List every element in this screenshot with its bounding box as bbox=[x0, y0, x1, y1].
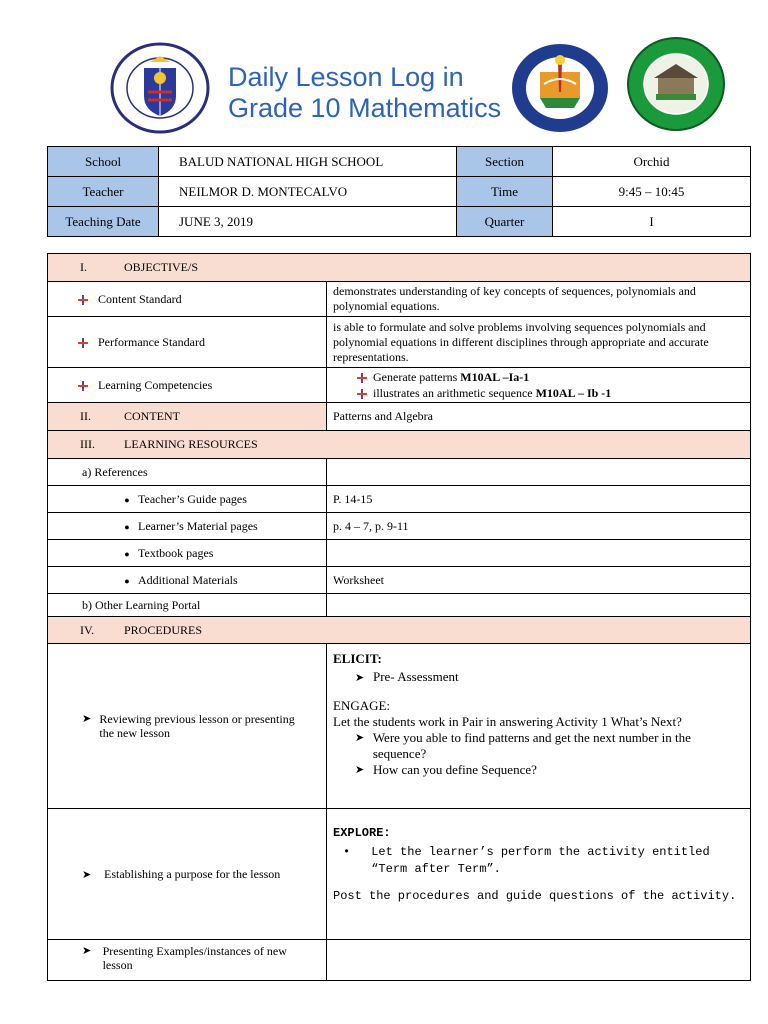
tg-value: P. 14-15 bbox=[327, 486, 751, 513]
plus-bullet-icon bbox=[78, 295, 88, 305]
row-learners-material bbox=[48, 513, 751, 540]
row-presenting-examples bbox=[48, 940, 751, 981]
section-header-resources bbox=[48, 431, 751, 459]
row-teachers-guide bbox=[48, 486, 751, 513]
row1-label: Reviewing previous lesson or presenting the new lesson bbox=[99, 712, 295, 740]
engage-text: Let the students work in Pair in answering Activity 1 What’s Next? bbox=[333, 714, 682, 729]
row-additional-materials bbox=[48, 567, 751, 594]
additional-label: Additional Materials bbox=[138, 572, 238, 587]
date-label: Teaching Date bbox=[48, 207, 159, 237]
row-references bbox=[48, 459, 751, 486]
objectives-title: OBJECTIVE/S bbox=[124, 260, 199, 274]
resources-title: LEARNING RESOURCES bbox=[124, 437, 258, 451]
elicit-item: Pre- Assessment bbox=[373, 669, 459, 684]
info-table bbox=[47, 146, 751, 237]
additional-value: Worksheet bbox=[327, 567, 751, 594]
school-logo bbox=[626, 36, 726, 132]
row3-value bbox=[327, 940, 751, 981]
row-textbook bbox=[48, 540, 751, 567]
arrow-bullet-icon: ➤ bbox=[355, 732, 365, 744]
competency-item-2: illustrates an arithmetic sequence M10AL – Ib -1 bbox=[357, 385, 750, 401]
info-row-date bbox=[48, 207, 751, 237]
quarter-value: I bbox=[553, 207, 751, 237]
arrow-bullet-icon: ➤ bbox=[82, 713, 92, 725]
content-title: CONTENT bbox=[124, 409, 180, 423]
performance-standard-value: is able to formulate and solve problems involving sequences polynomials and polynomial equations in different disciplines through appropriate and accurate representations. bbox=[327, 317, 751, 368]
competencies-label: Learning Competencies bbox=[98, 377, 213, 392]
deped-division-logo bbox=[510, 42, 610, 134]
teacher-label: Teacher bbox=[48, 177, 159, 207]
arrow-bullet-icon: ➤ bbox=[355, 764, 365, 776]
plus-bullet-icon bbox=[357, 389, 367, 399]
plus-bullet-icon bbox=[357, 373, 367, 383]
textbook-value bbox=[327, 540, 751, 567]
row-reviewing-lesson bbox=[48, 644, 751, 809]
tg-label: Teacher’s Guide pages bbox=[138, 491, 247, 506]
references-label: a) References bbox=[48, 459, 327, 486]
row-performance-standard bbox=[48, 317, 751, 368]
quarter-label: Quarter bbox=[457, 207, 553, 237]
explore-item: Let the learner’s perform the activity entitled “Term after Term”. bbox=[371, 845, 710, 876]
info-row-teacher bbox=[48, 177, 751, 207]
title-line-1: Daily Lesson Log in bbox=[228, 62, 464, 92]
portal-value bbox=[327, 594, 751, 617]
competency-item-1: Generate patterns M10AL –Ia-1 bbox=[357, 369, 750, 385]
section-header-content bbox=[48, 403, 751, 431]
dot-bullet-icon: ● bbox=[124, 494, 130, 505]
objectives-num: I. bbox=[80, 260, 87, 274]
date-value: JUNE 3, 2019 bbox=[159, 207, 457, 237]
dot-bullet-icon: • bbox=[343, 845, 351, 859]
engage-question-2: How can you define Sequence? bbox=[373, 762, 537, 777]
section-header-procedures bbox=[48, 617, 751, 644]
content-value: Patterns and Algebra bbox=[327, 403, 751, 431]
arrow-bullet-icon: ➤ bbox=[355, 672, 365, 684]
dot-bullet-icon: ● bbox=[124, 521, 130, 532]
row2-label: Establishing a purpose for the lesson bbox=[104, 866, 281, 881]
competency-code-1: M10AL –Ia-1 bbox=[460, 370, 530, 384]
references-value bbox=[327, 459, 751, 486]
procedures-title: PROCEDURES bbox=[124, 622, 203, 637]
engage-title: ENGAGE: bbox=[333, 698, 391, 713]
plus-bullet-icon bbox=[78, 338, 88, 348]
row-other-portal bbox=[48, 594, 751, 617]
dot-bullet-icon: ● bbox=[124, 548, 130, 559]
resources-num: III. bbox=[80, 437, 95, 451]
textbook-label: Textbook pages bbox=[138, 545, 214, 560]
row-learning-competencies bbox=[48, 368, 751, 403]
procedures-num: IV. bbox=[80, 622, 95, 637]
school-label: School bbox=[48, 147, 159, 177]
plus-bullet-icon bbox=[78, 381, 88, 391]
section-header-objectives bbox=[48, 254, 751, 282]
row-establishing-purpose bbox=[48, 809, 751, 940]
info-row-school bbox=[48, 147, 751, 177]
time-value: 9:45 – 10:45 bbox=[553, 177, 751, 207]
dot-bullet-icon: ● bbox=[124, 575, 130, 586]
engage-question-1: Were you able to find patterns and get the next number in the sequence? bbox=[372, 730, 691, 761]
section-label: Section bbox=[457, 147, 553, 177]
deped-seal-logo bbox=[110, 42, 210, 134]
title-line-2: Grade 10 Mathematics bbox=[228, 93, 502, 123]
school-value: BALUD NATIONAL HIGH SCHOOL bbox=[159, 147, 457, 177]
row-content-standard bbox=[48, 282, 751, 317]
arrow-bullet-icon: ➤ bbox=[82, 945, 92, 957]
content-num: II. bbox=[80, 409, 91, 423]
content-standard-value: demonstrates understanding of key concepts of sequences, polynomials and polynomial equations. bbox=[327, 282, 751, 317]
time-label: Time bbox=[457, 177, 553, 207]
explore-title: EXPLORE: bbox=[333, 826, 391, 840]
elicit-title: ELICIT: bbox=[333, 651, 382, 666]
section-value: Orchid bbox=[553, 147, 751, 177]
portal-label: b) Other Learning Portal bbox=[48, 594, 327, 617]
lm-label: Learner’s Material pages bbox=[138, 518, 258, 533]
performance-standard-label: Performance Standard bbox=[98, 334, 205, 349]
row3-label: Presenting Examples/instances of new lesson bbox=[102, 944, 287, 972]
explore-text: Post the procedures and guide questions of the activity. bbox=[333, 889, 737, 903]
teacher-value: NEILMOR D. MONTECALVO bbox=[159, 177, 457, 207]
document-title bbox=[228, 62, 501, 124]
arrow-bullet-icon: ➤ bbox=[82, 868, 92, 881]
lesson-table bbox=[47, 253, 751, 981]
lm-value: p. 4 – 7, p. 9-11 bbox=[327, 513, 751, 540]
content-standard-label: Content Standard bbox=[98, 291, 182, 306]
competency-code-2: M10AL – Ib -1 bbox=[535, 386, 612, 400]
